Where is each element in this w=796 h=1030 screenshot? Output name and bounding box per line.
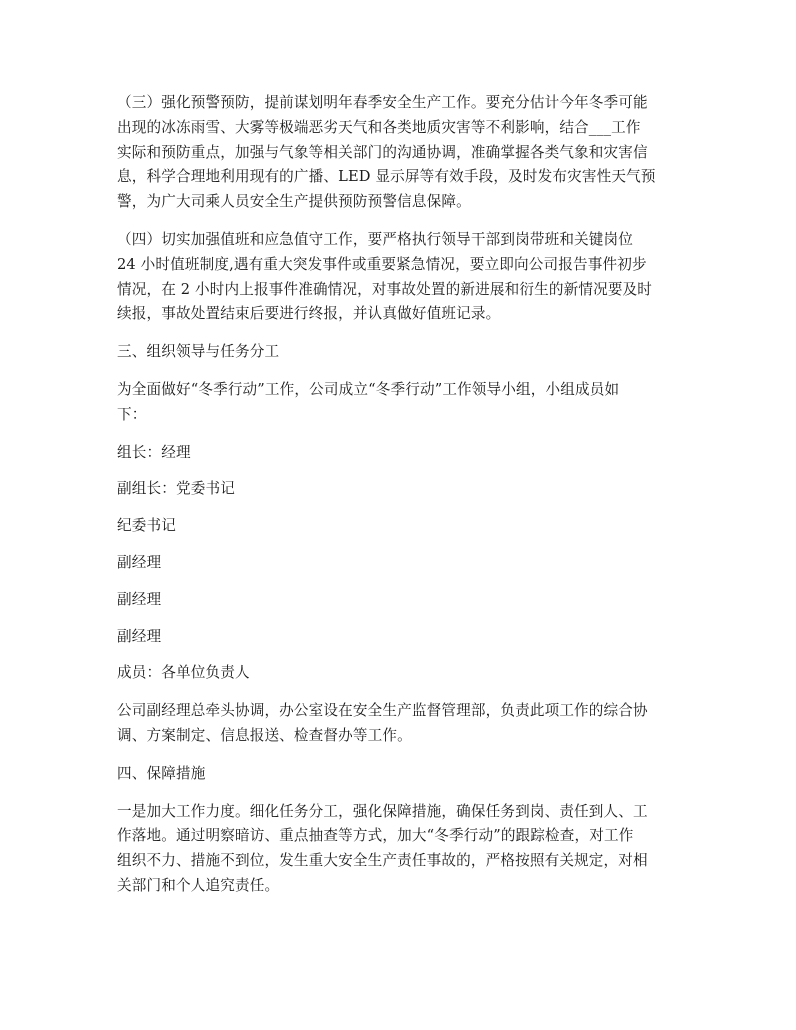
text-line: 续报，事故处置结束后要进行终报，并认真做好值班记录。 [117,305,501,323]
text-line: 副组长：党委书记 [117,480,235,498]
member-leader [117,441,680,466]
heading-text: 三、组织领导与任务分工 [117,343,280,361]
text-line: （三）强化预警预防，提前谋划明年春季安全生产工作。要充分估计今年冬季可能 [117,94,648,111]
text-line: 组长：经理 [117,443,191,461]
member-deputy-leader [117,477,680,502]
text-line: 24 小时值班制度,遇有重大突发事件或重要紧急情况，要立即向公司报告事件初步 [117,255,647,273]
text-line: 一是加大工作力度。细化任务分工，强化保障措施，确保任务到岗、责任到人、工 [117,802,648,820]
paragraph-duty-shift [117,228,680,327]
paragraph-work-intensity [117,800,680,899]
paragraph-office-coordination [117,699,680,749]
text-line: 出现的冰冻雨雪、大雾等极端恶劣天气和各类地质灾害等不利影响，结合___工作 [117,118,641,136]
text-line: 息，科学合理地利用现有的广播、LED 显示屏等有效手段，及时发布灾害性天气预 [117,168,656,186]
text-line: 实际和预防重点，加强与气象等相关部门的沟通协调，准确掌握各类气象和灾害信 [117,143,648,161]
paragraph-early-warning [117,91,680,215]
member-deputy-manager-1 [117,551,680,576]
text-line: 关部门和个人追究责任。 [117,876,280,894]
document-page [117,91,680,899]
text-line: 副经理 [117,627,162,645]
member-deputy-manager-2 [117,588,680,613]
text-line: 下： [117,405,147,423]
member-deputy-manager-3 [117,625,680,650]
text-line: 副经理 [117,553,162,571]
section-heading-safeguards [117,762,680,787]
text-line: 纪委书记 [117,517,176,535]
text-line: 组织不力、措施不到位，发生重大安全生产责任事故的，严格按照有关规定，对相 [117,852,648,870]
section-heading-organization [117,340,680,365]
text-line: 公司副经理总牵头协调，办公室设在安全生产监督管理部，负责此项工作的综合协 [117,702,648,720]
paragraph-leading-group-intro [117,378,680,428]
text-line: 警，为广大司乘人员安全生产提供预防预警信息保障。 [117,193,471,211]
text-line: （四）切实加强值班和应急值守工作，要严格执行领导干部到岗带班和关键岗位 [117,230,634,248]
text-line: 调、方案制定、信息报送、检查督办等工作。 [117,726,412,744]
text-line: 副经理 [117,590,162,608]
text-line: 作落地。通过明察暗访、重点抽查等方式，加大“冬季行动”的跟踪检查，对工作 [117,827,634,845]
text-line: 为全面做好“冬季行动”工作，公司成立“冬季行动”工作领导小组，小组成员如 [117,380,620,398]
text-line: 情况，在 2 小时内上报事件准确情况，对事故处置的新进展和衍生的新情况要及时 [117,280,653,298]
text-line: 成员：各单位负责人 [117,664,250,682]
member-discipline-secretary [117,514,680,539]
member-members [117,661,680,686]
heading-text: 四、保障措施 [117,764,206,782]
